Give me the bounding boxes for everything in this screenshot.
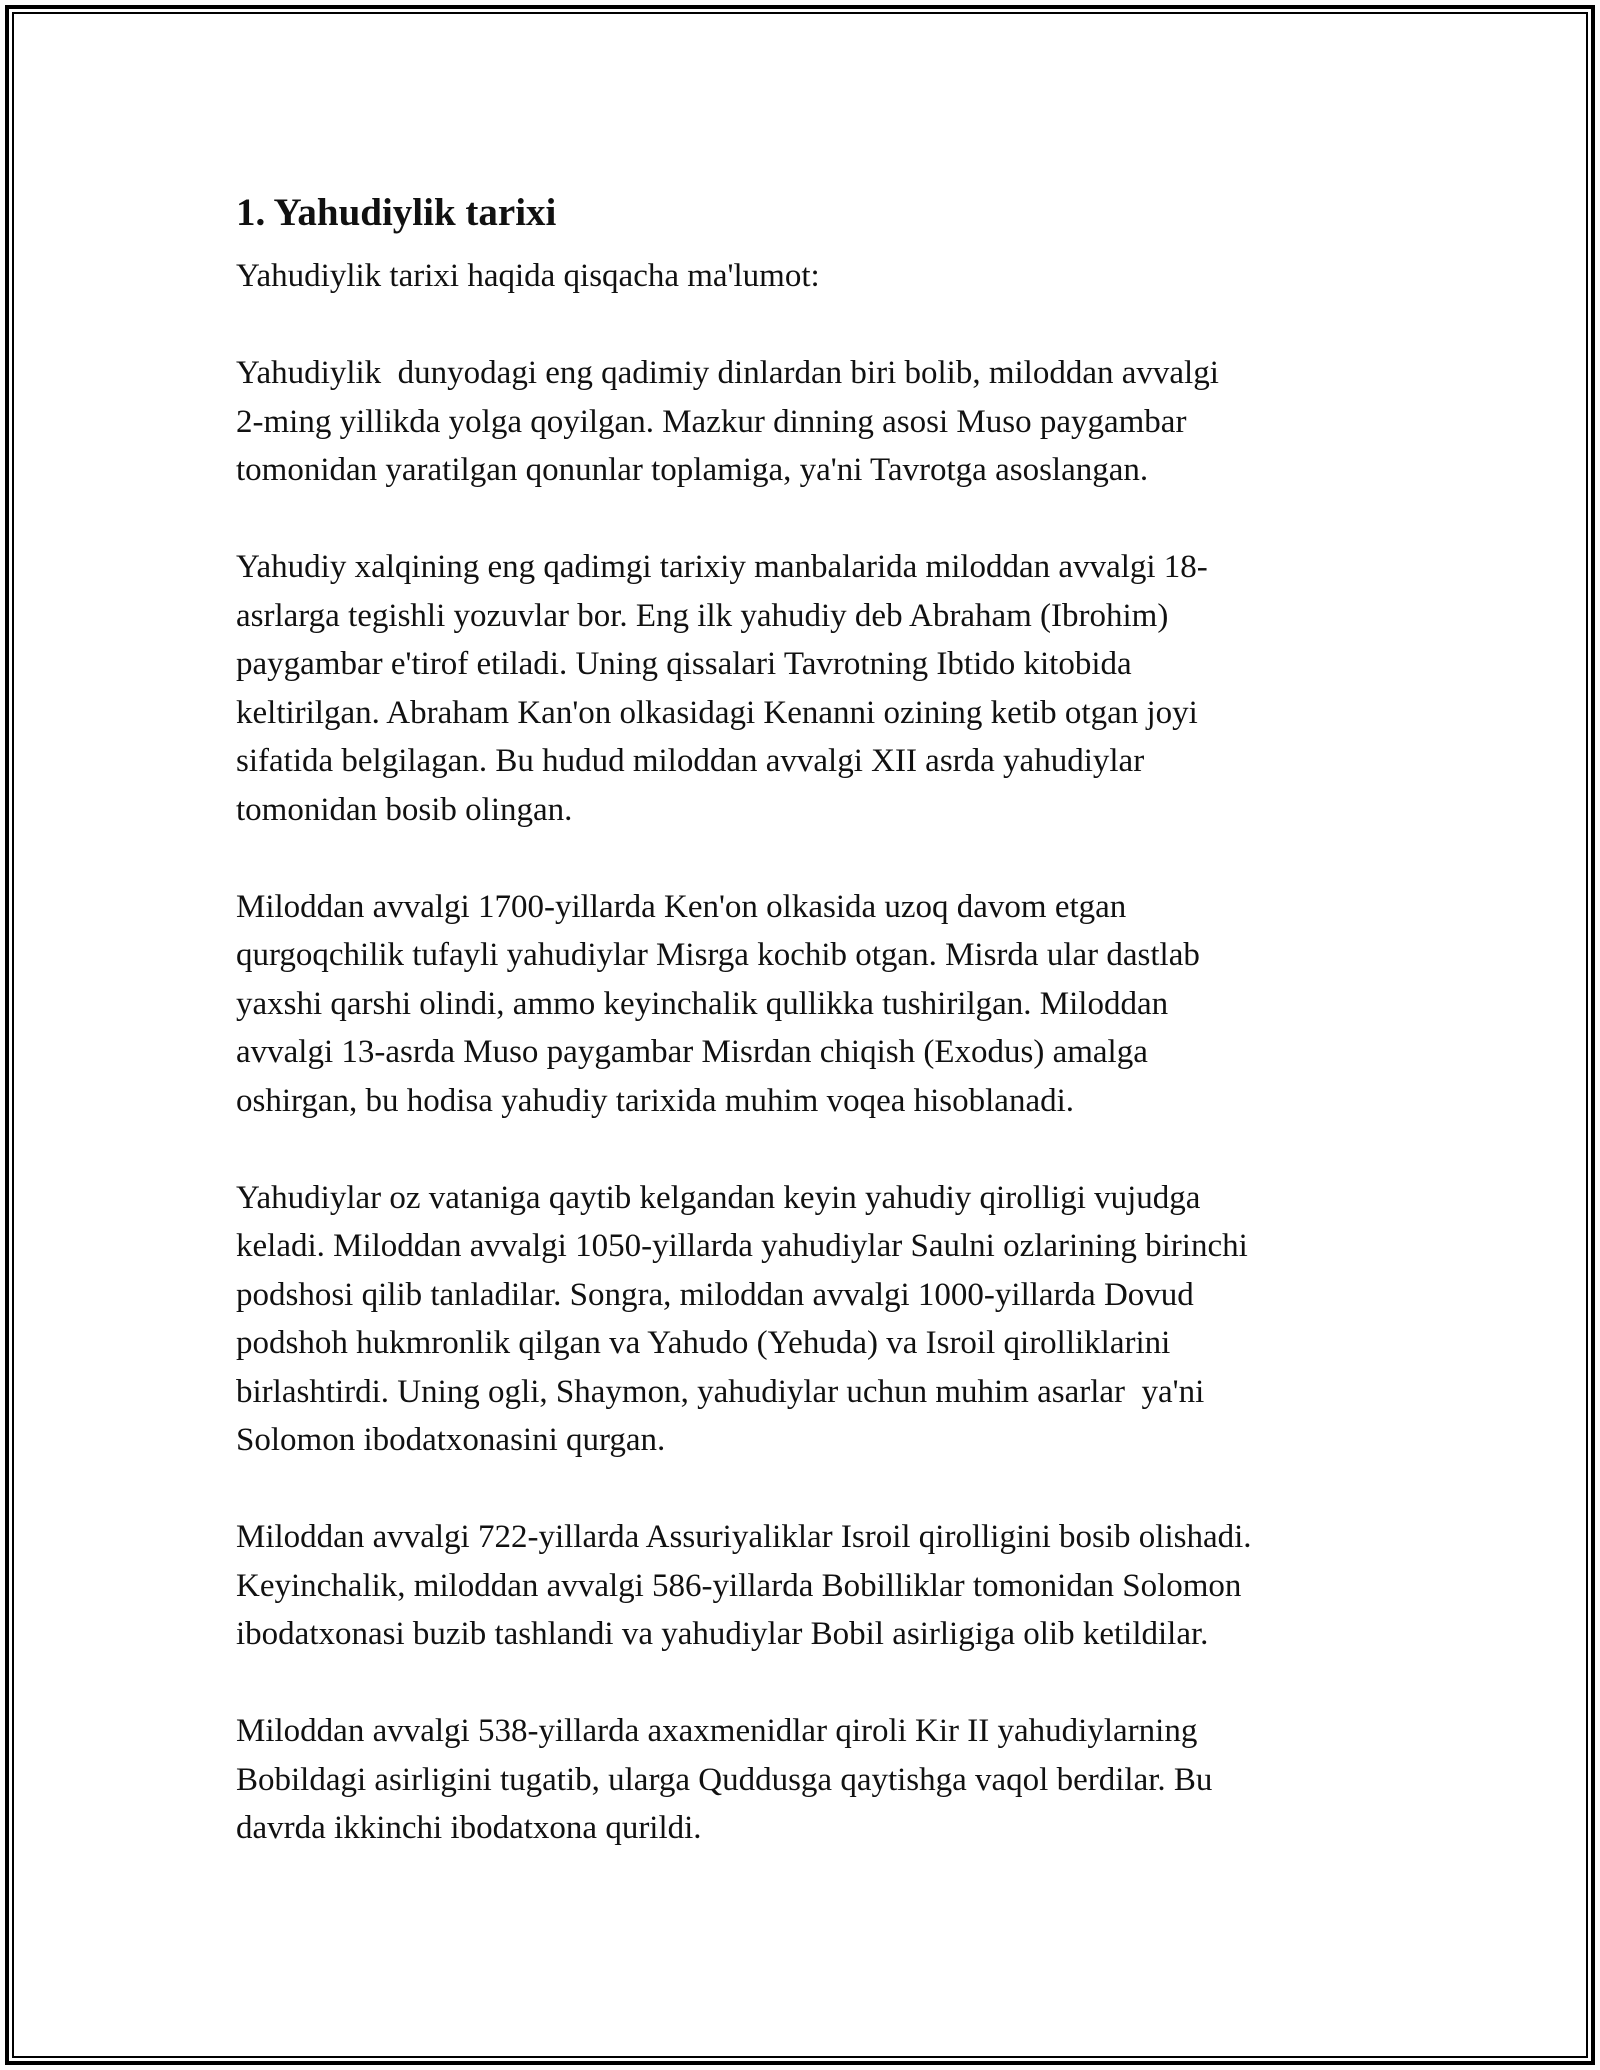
paragraph-line: keltirilgan. Abraham Kan'on olkasidagi Kenanni ozining ketib otgan joyi — [236, 694, 1198, 731]
paragraph-line: qurgoqchilik tufayli yahudiylar Misrga kochib otgan. Misrda ular dastlab — [236, 937, 1200, 973]
paragraph-line: Yahudiy xalqining eng qadimgi tarixiy manbalarida miloddan avvalgi 18- — [236, 549, 1208, 585]
paragraph-line: oshirgan, bu hodisa yahudiy tarixida muhim voqea hisoblanadi. — [236, 1082, 1075, 1119]
paragraph-line: ibodatxonasi buzib tashlandi va yahudiylar Bobil asirligiga olib ketildilar. — [236, 1616, 1209, 1652]
paragraph-line: 2-ming yillikda yolga qoyilgan. Mazkur dinning asosi Muso paygambar — [236, 403, 1187, 440]
document-body — [236, 186, 1386, 1853]
paragraph-line: Miloddan avvalgi 722-yillarda Assuriyaliklar Isroil qirolligini bosib olishadi. — [236, 1519, 1252, 1555]
paragraph — [236, 883, 1386, 1126]
paragraph-line: tomonidan bosib olingan. — [236, 791, 573, 828]
paragraph-line: Keyinchalik, miloddan avvalgi 586-yillarda Bobilliklar tomonidan Solomon — [236, 1567, 1242, 1604]
paragraph-line: Miloddan avvalgi 538-yillarda axaxmenidlar qiroli Kir II yahudiylarning — [236, 1713, 1198, 1749]
paragraph — [236, 1174, 1386, 1465]
paragraph-line: sifatida belgilagan. Bu hudud miloddan avvalgi XII asrda yahudiylar — [236, 743, 1145, 779]
paragraph-line: paygambar e'tirof etiladi. Uning qissalari Tavrotning Ibtido kitobida — [236, 646, 1132, 682]
paragraph-line: birlashtirdi. Uning ogli, Shaymon, yahudiylar uchun muhim asarlar ya'ni — [236, 1373, 1205, 1410]
paragraph-line: keladi. Miloddan avvalgi 1050-yillarda yahudiylar Saulni ozlarining birinchi — [236, 1228, 1248, 1264]
paragraph-line: Yahudiylik dunyodagi eng qadimiy dinlardan biri bolib, miloddan avvalgi — [236, 355, 1219, 391]
paragraph-line: tomonidan yaratilgan qonunlar toplamiga, ya'ni Tavrotga asoslangan. — [236, 452, 1149, 488]
paragraph-list — [236, 349, 1386, 1853]
paragraph — [236, 1513, 1386, 1659]
paragraph-line: avvalgi 13-asrda Muso paygambar Misrdan chiqish (Exodus) amalga — [236, 1034, 1148, 1070]
paragraph — [236, 543, 1386, 834]
paragraph-line: Solomon ibodatxonasini qurgan. — [236, 1422, 666, 1458]
paragraph-line: davrda ikkinchi ibodatxona qurildi. — [236, 1810, 702, 1846]
paragraph-line: Yahudiylar oz vataniga qaytib kelgandan keyin yahudiy qirolligi vujudga — [236, 1179, 1201, 1216]
section-heading: 1. Yahudiylik tarixi — [236, 191, 557, 234]
paragraph-line: podshosi qilib tanladilar. Songra, miloddan avvalgi 1000-yillarda Dovud — [236, 1276, 1194, 1313]
paragraph-line: yaxshi qarshi olindi, ammo keyinchalik qullikka tushirilgan. Miloddan — [236, 985, 1169, 1022]
paragraph-line: Bobildagi asirligini tugatib, ularga Quddusga qaytishga vaqol berdilar. Bu — [236, 1761, 1213, 1798]
paragraph — [236, 349, 1386, 495]
intro-line: Yahudiylik tarixi haqida qisqacha ma'lumot: — [236, 258, 820, 294]
paragraph-line: Miloddan avvalgi 1700-yillarda Ken'on olkasida uzoq davom etgan — [236, 888, 1127, 925]
paragraph — [236, 1707, 1386, 1853]
paragraph-line: podshoh hukmronlik qilgan va Yahudo (Yehuda) va Isroil qirolliklarini — [236, 1325, 1171, 1361]
paragraph-line: asrlarga tegishli yozuvlar bor. Eng ilk yahudiy deb Abraham (Ibrohim) — [236, 597, 1169, 634]
